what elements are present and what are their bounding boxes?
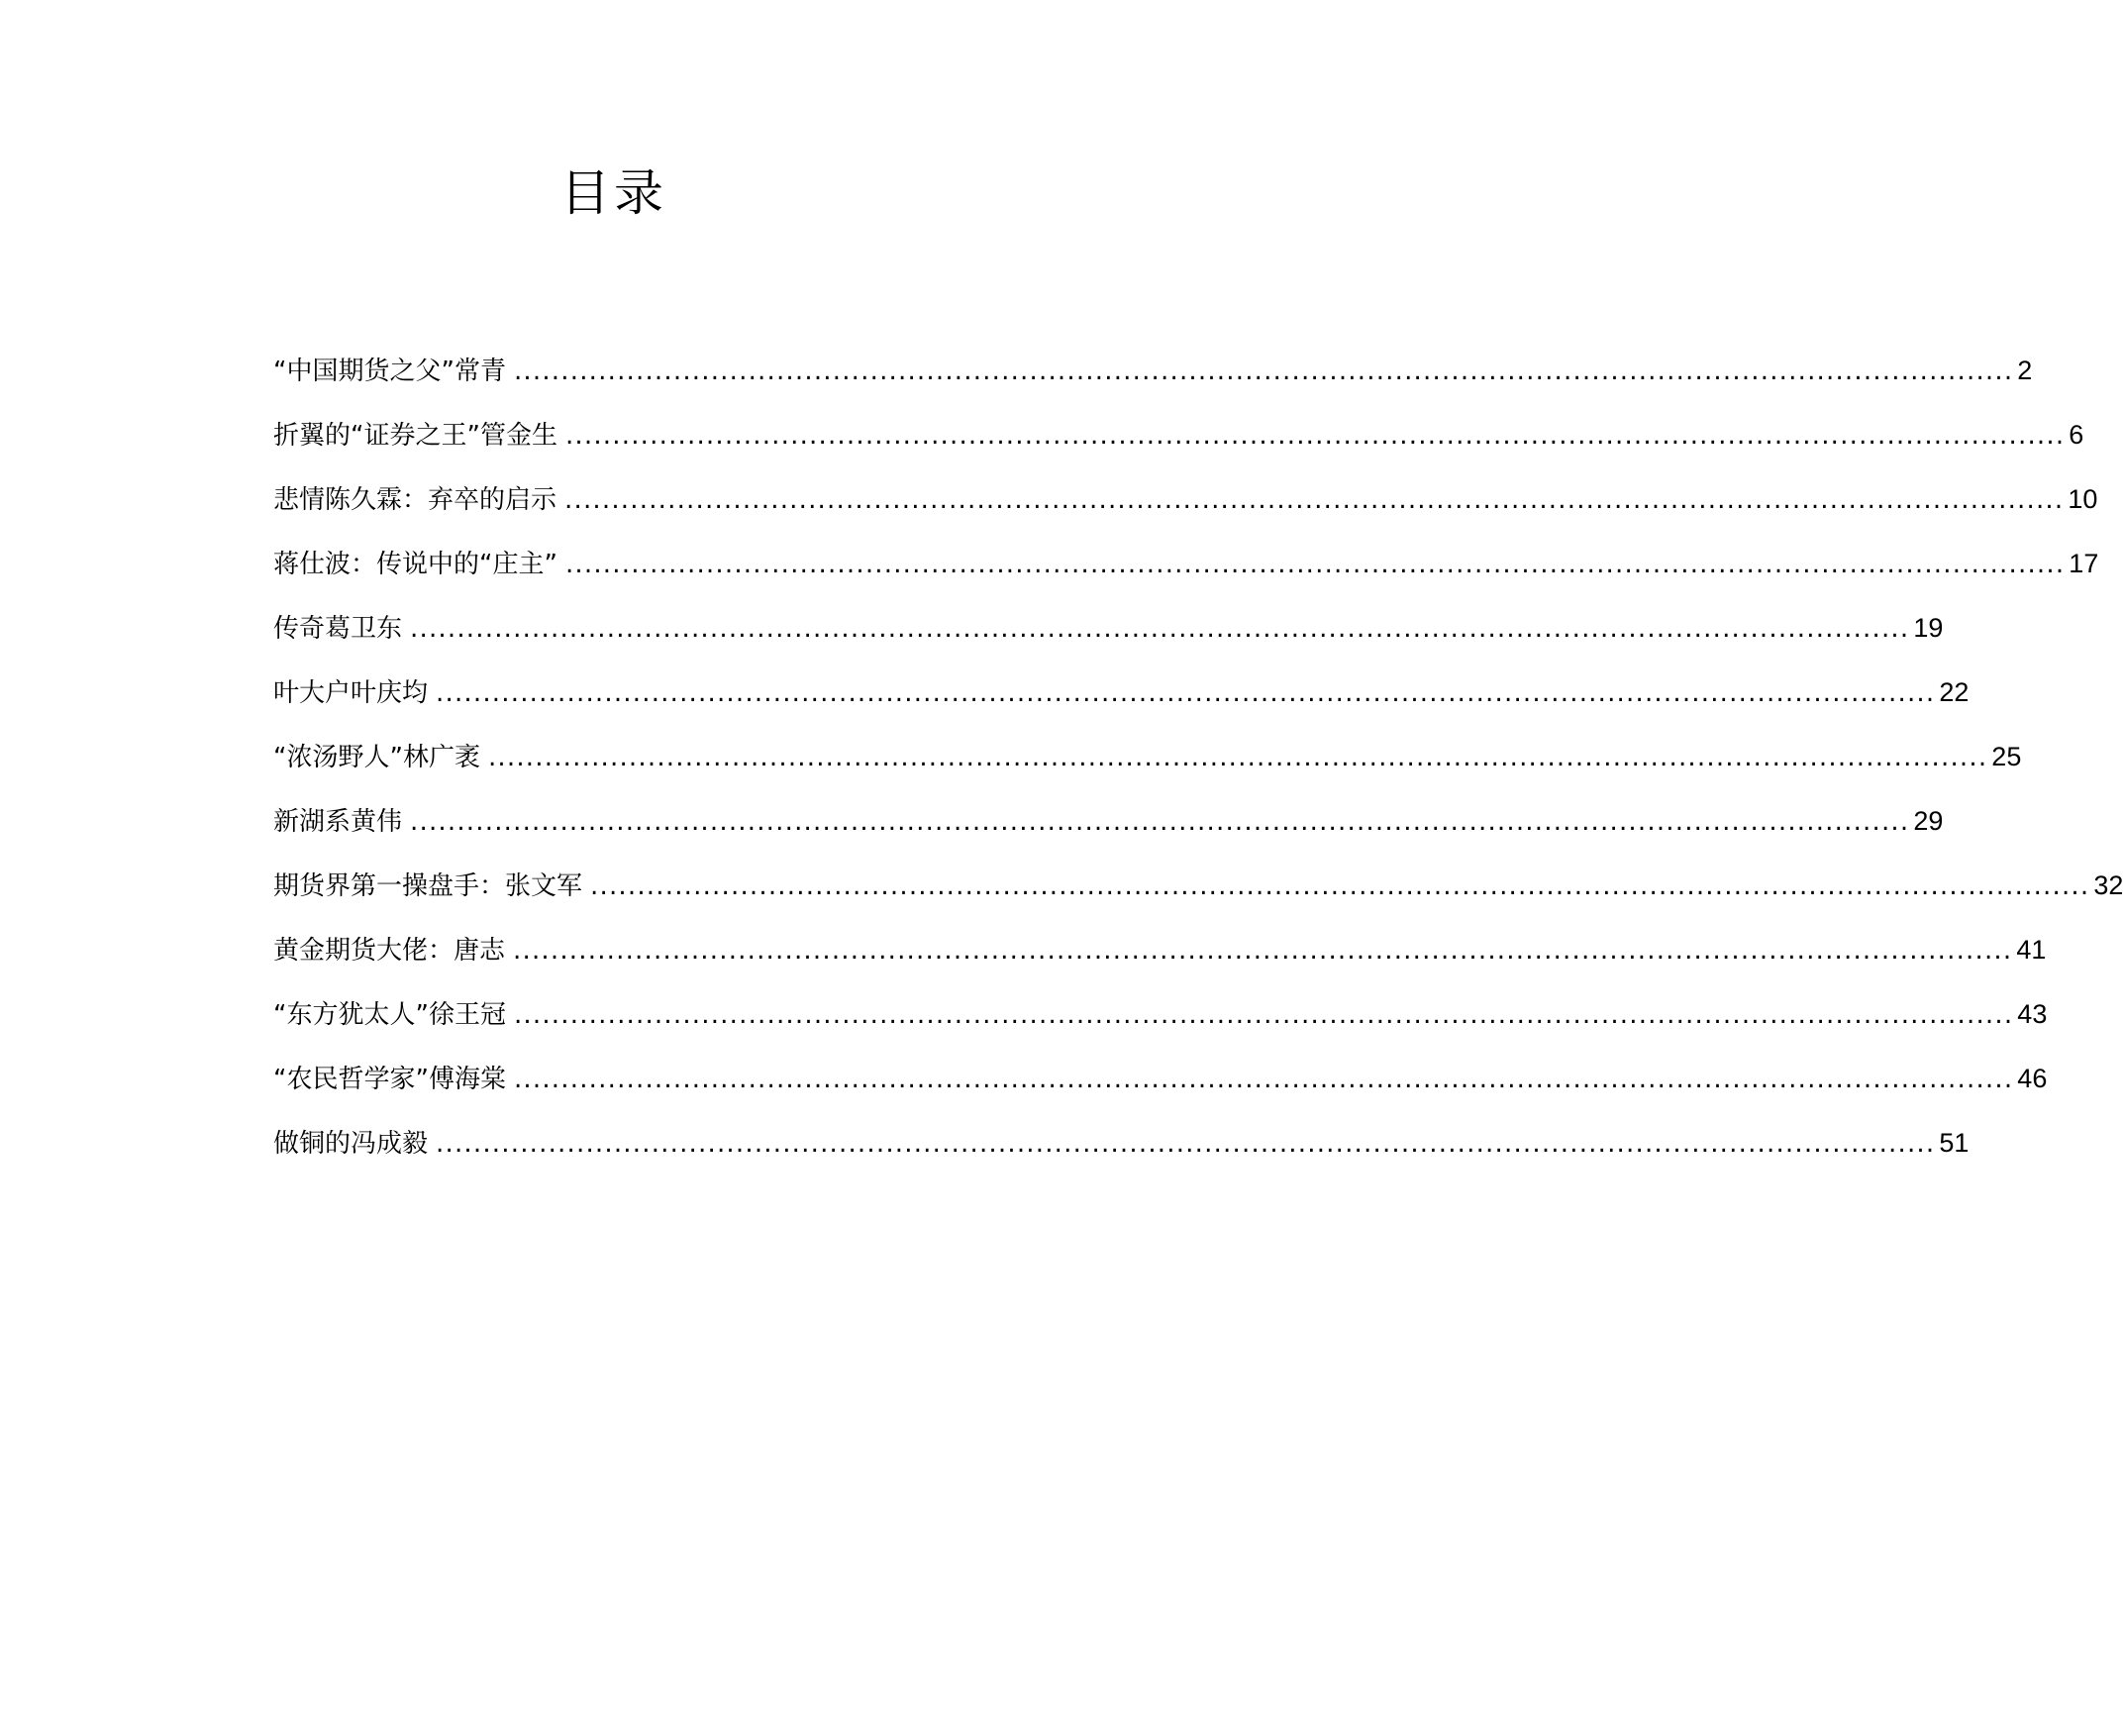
- toc-dot-leader: ................................................................................................................................................................: [436, 678, 1936, 708]
- toc-entry-title: 黄金期货大佬：唐志: [273, 936, 506, 966]
- toc-entry[interactable]: [273, 803, 1944, 868]
- toc-entry[interactable]: [273, 481, 2098, 546]
- toc-entry[interactable]: [273, 996, 2048, 1061]
- toc-dot-leader: ................................................................................................................................................................: [513, 936, 2013, 966]
- toc-entry-title: “农民哲学家”傅海棠: [273, 1065, 506, 1094]
- toc-page-number: 32: [2093, 870, 2123, 900]
- toc-page-number: 51: [1939, 1128, 1970, 1158]
- toc-entry[interactable]: [273, 610, 1944, 674]
- toc-dot-leader: ................................................................................................................................................................: [564, 550, 2066, 579]
- toc-dot-leader: ................................................................................................................................................................: [487, 743, 1988, 772]
- toc-entry[interactable]: [273, 674, 1970, 739]
- toc-entry-title: 做铜的冯成毅: [273, 1129, 429, 1159]
- toc-entry[interactable]: [273, 739, 2022, 803]
- toc-dot-leader: ................................................................................................................................................................: [513, 1065, 2014, 1094]
- toc-page-number: 2: [2017, 356, 2033, 385]
- toc-dot-leader: ................................................................................................................................................................: [564, 421, 2066, 451]
- toc-page-number: 17: [2069, 549, 2099, 578]
- toc-entry[interactable]: [273, 1125, 1970, 1189]
- toc-page-number: 25: [1991, 742, 2022, 771]
- toc-entry[interactable]: [273, 353, 2033, 417]
- toc-dot-leader: ................................................................................................................................................................: [590, 871, 2090, 901]
- toc-entry-title: 叶大户叶庆均: [273, 678, 429, 708]
- toc-page-number: 43: [2017, 999, 2048, 1029]
- toc-page-number: 29: [1913, 806, 1944, 836]
- toc-entry-title: 蒋仕波：传说中的“庄主”: [273, 550, 557, 579]
- toc-dot-leader: ................................................................................................................................................................: [410, 614, 1910, 644]
- toc-entry[interactable]: [273, 546, 2099, 610]
- toc-entry-title: 悲情陈久霖：弃卒的启示: [273, 485, 557, 515]
- toc-page-number: 10: [2068, 484, 2098, 514]
- toc-page-number: 6: [2069, 420, 2084, 450]
- toc-entry-title: “东方犹太人”徐王冠: [273, 1000, 506, 1030]
- toc-entry-title: 传奇葛卫东: [273, 614, 403, 644]
- toc-dot-leader: ................................................................................................................................................................: [513, 1000, 2014, 1030]
- toc-dot-leader: ................................................................................................................................................................: [513, 357, 2014, 386]
- toc-page-number: 41: [2016, 935, 2047, 965]
- toc-entry[interactable]: [273, 1061, 2048, 1125]
- table-of-contents: [273, 353, 2123, 1189]
- toc-entry-title: 期货界第一操盘手：张文军: [273, 871, 583, 901]
- toc-entry[interactable]: [273, 417, 2084, 481]
- toc-page-number: 22: [1939, 677, 1970, 707]
- toc-entry-title: 新湖系黄伟: [273, 807, 403, 837]
- toc-dot-leader: ................................................................................................................................................................: [436, 1129, 1936, 1159]
- toc-entry[interactable]: [273, 868, 2123, 932]
- toc-entry-title: “中国期货之父”常青: [273, 357, 506, 386]
- toc-page-number: 46: [2017, 1064, 2048, 1093]
- toc-dot-leader: ................................................................................................................................................................: [410, 807, 1910, 837]
- toc-entry-title: 折翼的“证券之王”管金生: [273, 421, 557, 451]
- toc-entry[interactable]: [273, 932, 2047, 996]
- toc-dot-leader: ................................................................................................................................................................: [564, 485, 2065, 515]
- toc-entry-title: “浓汤野人”林广袤: [273, 743, 480, 772]
- toc-page-number: 19: [1913, 613, 1944, 643]
- toc-title: 目录: [560, 164, 667, 222]
